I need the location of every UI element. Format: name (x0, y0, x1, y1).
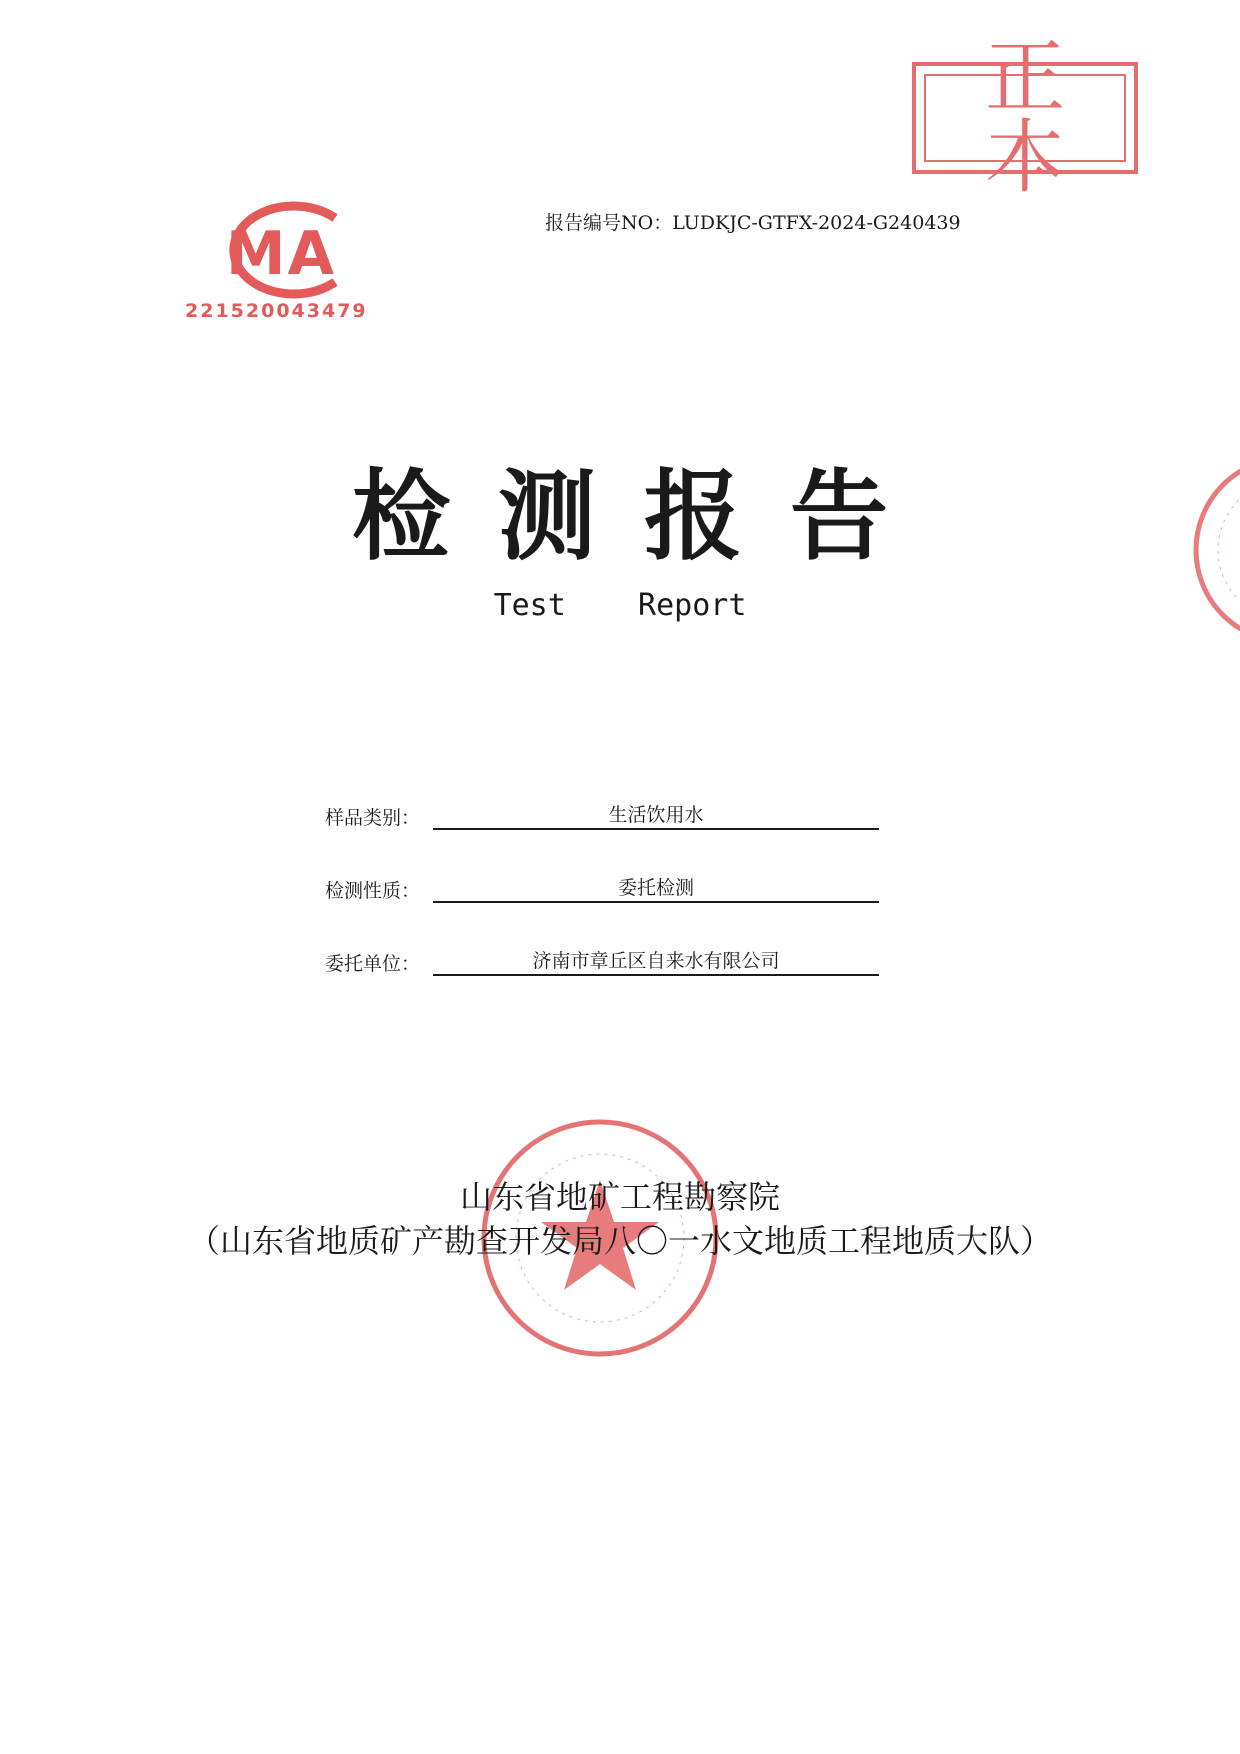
field-label: 检测性质： (325, 880, 421, 902)
partial-seal (1188, 450, 1240, 650)
field-value: 委托检测 (433, 873, 879, 903)
field-value: 济南市章丘区自来水有限公司 (433, 946, 879, 976)
report-number: 报告编号NO：LUDKJC-GTFX-2024-G240439 (545, 212, 961, 234)
organization-subname: （山东省地质矿产勘查开发局八〇一水文地质工程地质大队） (187, 1222, 1052, 1260)
report-title-english: Test Report (493, 588, 747, 623)
cma-logo-icon (185, 200, 360, 300)
cma-number: 221520043479 (185, 300, 368, 322)
field-label: 委托单位： (325, 953, 421, 975)
original-copy-stamp-text: 正本 (985, 31, 1105, 204)
report-title: 检测报告 (351, 460, 936, 574)
original-copy-stamp (912, 31, 1138, 204)
organization-name: 山东省地矿工程勘察院 (459, 1178, 780, 1216)
field-label: 样品类别： (325, 807, 421, 829)
cma-mark (185, 200, 368, 328)
field-value: 生活饮用水 (433, 800, 879, 830)
cma-mark-letters: MA (225, 219, 337, 289)
